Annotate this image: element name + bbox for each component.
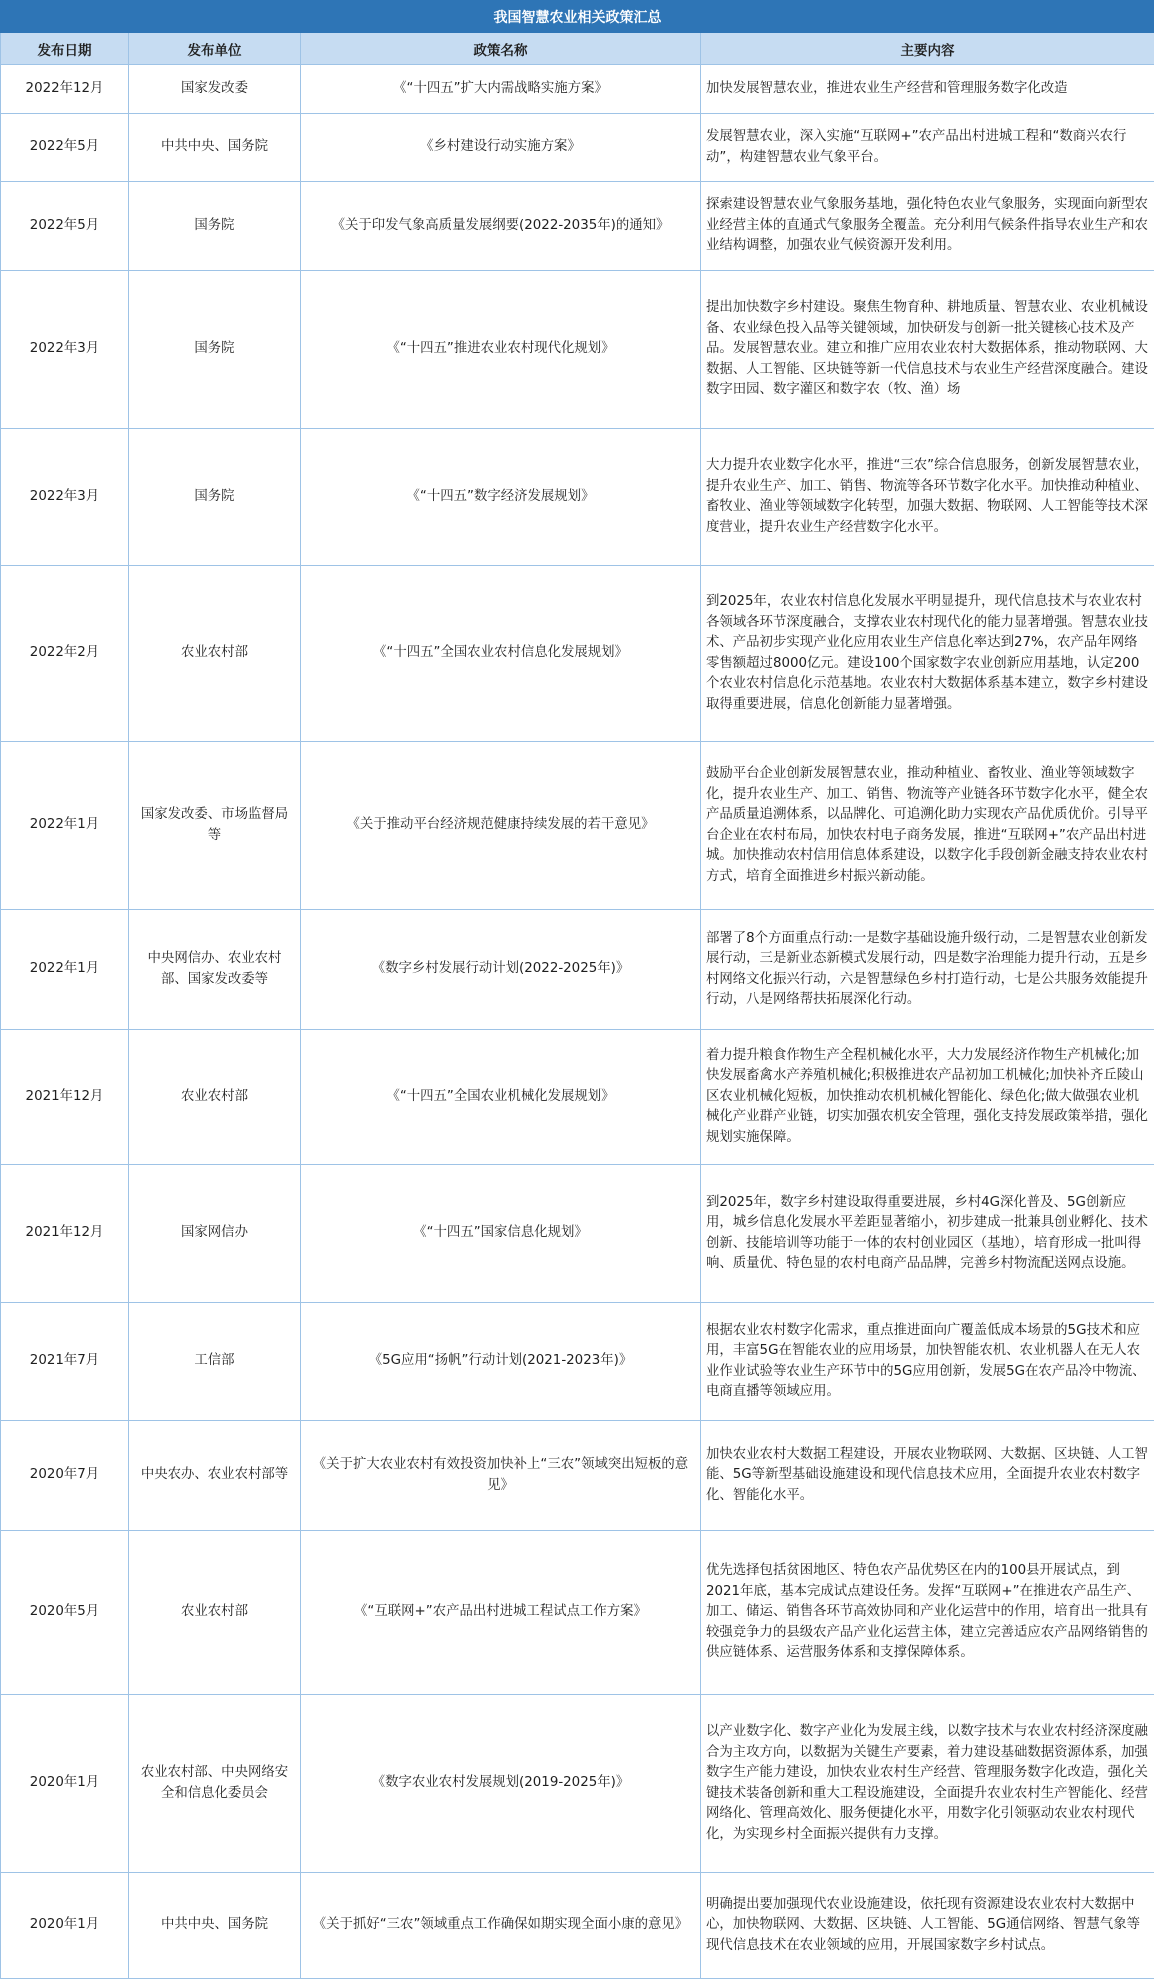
- row-policy-name: 《“十四五”推进农业农村现代化规划》: [301, 271, 701, 429]
- table-row: [1, 114, 1154, 182]
- table-row: [1, 182, 1154, 271]
- row-policy-name: 《关于抓好“三农”领域重点工作确保如期实现全面小康的意见》: [301, 1873, 701, 1979]
- row-content: 加快发展智慧农业，推进农业生产经营和管理服务数字化改造: [701, 65, 1154, 114]
- row-unit: 工信部: [129, 1303, 301, 1421]
- row-policy-name: 《关于印发气象高质量发展纲要(2022-2035年)的通知》: [301, 182, 701, 271]
- row-date: 2021年7月: [1, 1303, 129, 1421]
- header-content: 主要内容: [701, 33, 1154, 65]
- row-content: 根据农业农村数字化需求，重点推进面向广覆盖低成本场景的5G技术和应用，丰富5G在智能农业的应用场景，加快智能农机、农业机器人在无人农业作业试验等农业生产环节中的5G应用创新，发展5G在农产品冷中物流、电商直播等领域应用。: [701, 1303, 1154, 1421]
- table-row: [1, 742, 1154, 910]
- header-date: 发布日期: [1, 33, 129, 65]
- row-date: 2022年5月: [1, 182, 129, 271]
- row-date: 2020年1月: [1, 1695, 129, 1873]
- table-title: 我国智慧农业相关政策汇总: [1, 1, 1154, 33]
- row-policy-name: 《“十四五”国家信息化规划》: [301, 1165, 701, 1303]
- row-content: 大力提升农业数字化水平，推进“三农”综合信息服务，创新发展智慧农业，提升农业生产、加工、销售、物流等各环节数字化水平。加快推动种植业、畜牧业、渔业等领域数字化转型，加强大数据、物联网、人工智能等技术深度营业，提升农业生产经营数字化水平。: [701, 429, 1154, 566]
- row-content: 着力提升粮食作物生产全程机械化水平，大力发展经济作物生产机械化;加快发展畜禽水产养殖机械化;积极推进农产品初加工机械化;加快补齐丘陵山区农业机械化短板，加快推动农机机械化智能化、绿色化;做大做强农业机械化产业群产业链，切实加强农机安全管理，强化支持发展政策举措，强化规划实施保障。: [701, 1030, 1154, 1165]
- row-content: 加快农业农村大数据工程建设，开展农业物联网、大数据、区块链、人工智能、5G等新型基础设施建设和现代信息技术应用，全面提升农业农村数字化、智能化水平。: [701, 1421, 1154, 1531]
- table-row: [1, 1531, 1154, 1695]
- row-content: 优先选择包括贫困地区、特色农产品优势区在内的100县开展试点，到2021年底，基本完成试点建设任务。发挥“互联网+”在推进农产品生产、加工、储运、销售各环节高效协同和产业化运营中的作用，培育出一批具有较强竞争力的县级农产品产业化运营主体，建立完善适应农产品网络销售的供应链体系、运营服务体系和支撑保障体系。: [701, 1531, 1154, 1695]
- row-unit: 农业农村部: [129, 566, 301, 742]
- row-date: 2022年1月: [1, 910, 129, 1030]
- row-policy-name: 《“十四五”扩大内需战略实施方案》: [301, 65, 701, 114]
- table-row: [1, 910, 1154, 1030]
- row-policy-name: 《关于推动平台经济规范健康持续发展的若干意见》: [301, 742, 701, 910]
- row-policy-name: 《“十四五”全国农业机械化发展规划》: [301, 1030, 701, 1165]
- row-date: 2021年12月: [1, 1165, 129, 1303]
- row-date: 2022年3月: [1, 429, 129, 566]
- row-unit: 国家发改委、市场监督局等: [129, 742, 301, 910]
- table-row: [1, 1030, 1154, 1165]
- row-date: 2021年12月: [1, 1030, 129, 1165]
- table-row: [1, 1165, 1154, 1303]
- row-content: 部署了8个方面重点行动:一是数字基础设施升级行动，二是智慧农业创新发展行动，三是新业态新模式发展行动，四是数字治理能力提升行动，五是乡村网络文化振兴行动，六是智慧绿色乡村打造行动，七是公共服务效能提升行动，八是网络帮扶拓展深化行动。: [701, 910, 1154, 1030]
- row-unit: 农业农村部、中央网络安全和信息化委员会: [129, 1695, 301, 1873]
- table-row: [1, 1303, 1154, 1421]
- row-policy-name: 《“互联网+”农产品出村进城工程试点工作方案》: [301, 1531, 701, 1695]
- row-policy-name: 《关于扩大农业农村有效投资加快补上“三农”领域突出短板的意见》: [301, 1421, 701, 1531]
- row-content: 鼓励平台企业创新发展智慧农业，推动种植业、畜牧业、渔业等领域数字化，提升农业生产、加工、销售、物流等产业链各环节数字化水平，健全农产品质量追溯体系，以品牌化、可追溯化助力实现农产品优质优价。引导平台企业在农村布局，加快农村电子商务发展，推进“互联网+”农产品出村进城。加快推动农村信用信息体系建设，以数字化手段创新金融支持农业农村方式，培育全面推进乡村振兴新动能。: [701, 742, 1154, 910]
- table-row: [1, 1695, 1154, 1873]
- row-unit: 中央网信办、农业农村部、国家发改委等: [129, 910, 301, 1030]
- table-row: [1, 1873, 1154, 1979]
- row-date: 2020年5月: [1, 1531, 129, 1695]
- row-content: 发展智慧农业，深入实施“互联网+”农产品出村进城工程和“数商兴农行动”，构建智慧农业气象平台。: [701, 114, 1154, 182]
- table-row: [1, 1421, 1154, 1531]
- row-date: 2022年12月: [1, 65, 129, 114]
- row-unit: 国家发改委: [129, 65, 301, 114]
- row-date: 2020年7月: [1, 1421, 129, 1531]
- table-row: [1, 65, 1154, 114]
- row-content: 明确提出要加强现代农业设施建设，依托现有资源建设农业农村大数据中心，加快物联网、大数据、区块链、人工智能、5G通信网络、智慧气象等现代信息技术在农业领域的应用，开展国家数字乡村试点。: [701, 1873, 1154, 1979]
- row-unit: 中央农办、农业农村部等: [129, 1421, 301, 1531]
- row-date: 2022年2月: [1, 566, 129, 742]
- row-unit: 农业农村部: [129, 1531, 301, 1695]
- row-unit: 国家网信办: [129, 1165, 301, 1303]
- row-content: 提出加快数字乡村建设。聚焦生物育种、耕地质量、智慧农业、农业机械设备、农业绿色投入品等关键领域，加快研发与创新一批关键核心技术及产品。发展智慧农业。建立和推广应用农业农村大数据体系，推动物联网、大数据、人工智能、区块链等新一代信息技术与农业生产经营深度融合。建设数字田园、数字灌区和数字农（牧、渔）场: [701, 271, 1154, 429]
- row-policy-name: 《数字农业农村发展规划(2019-2025年)》: [301, 1695, 701, 1873]
- row-unit: 农业农村部: [129, 1030, 301, 1165]
- row-policy-name: 《“十四五”全国农业农村信息化发展规划》: [301, 566, 701, 742]
- row-policy-name: 《数字乡村发展行动计划(2022-2025年)》: [301, 910, 701, 1030]
- table-header-row: [1, 33, 1154, 65]
- row-date: 2020年1月: [1, 1873, 129, 1979]
- table-row: [1, 566, 1154, 742]
- row-unit: 国务院: [129, 271, 301, 429]
- table-row: [1, 271, 1154, 429]
- row-policy-name: 《“十四五”数字经济发展规划》: [301, 429, 701, 566]
- row-unit: 国务院: [129, 429, 301, 566]
- row-date: 2022年3月: [1, 271, 129, 429]
- row-content: 探索建设智慧农业气象服务基地，强化特色农业气象服务，实现面向新型农业经营主体的直通式气象服务全覆盖。充分利用气候条件指导农业生产和农业结构调整，加强农业气候资源开发利用。: [701, 182, 1154, 271]
- row-policy-name: 《乡村建设行动实施方案》: [301, 114, 701, 182]
- row-content: 到2025年，数字乡村建设取得重要进展，乡村4G深化普及、5G创新应用，城乡信息化发展水平差距显著缩小，初步建成一批兼具创业孵化、技术创新、技能培训等功能于一体的农村创业园区（基地），培育形成一批叫得响、质量优、特色显的农村电商产品品牌，完善乡村物流配送网点设施。: [701, 1165, 1154, 1303]
- header-policy-name: 政策名称: [301, 33, 701, 65]
- row-unit: 中共中央、国务院: [129, 114, 301, 182]
- row-unit: 中共中央、国务院: [129, 1873, 301, 1979]
- row-unit: 国务院: [129, 182, 301, 271]
- header-unit: 发布单位: [129, 33, 301, 65]
- row-date: 2022年1月: [1, 742, 129, 910]
- row-content: 以产业数字化、数字产业化为发展主线，以数字技术与农业农村经济深度融合为主攻方向，以数据为关键生产要素，着力建设基础数据资源体系，加强数字生产能力建设，加快农业农村生产经营、管理服务数字化改造，强化关键技术装备创新和重大工程设施建设，全面提升农业农村生产智能化、经营网络化、管理高效化、服务便捷化水平，用数字化引领驱动农业农村现代化，为实现乡村全面振兴提供有力支撑。: [701, 1695, 1154, 1873]
- row-date: 2022年5月: [1, 114, 129, 182]
- row-content: 到2025年，农业农村信息化发展水平明显提升，现代信息技术与农业农村各领域各环节深度融合，支撑农业农村现代化的能力显著增强。智慧农业技术、产品初步实现产业化应用农业生产信息化率达到27%，农产品年网络零售额超过8000亿元。建设100个国家数字农业创新应用基地，认定200个农业农村信息化示范基地。农业农村大数据体系基本建立，数字乡村建设取得重要进展，信息化创新能力显著增强。: [701, 566, 1154, 742]
- table-title-row: [1, 1, 1154, 33]
- table-row: [1, 429, 1154, 566]
- row-policy-name: 《5G应用“扬帆”行动计划(2021-2023年)》: [301, 1303, 701, 1421]
